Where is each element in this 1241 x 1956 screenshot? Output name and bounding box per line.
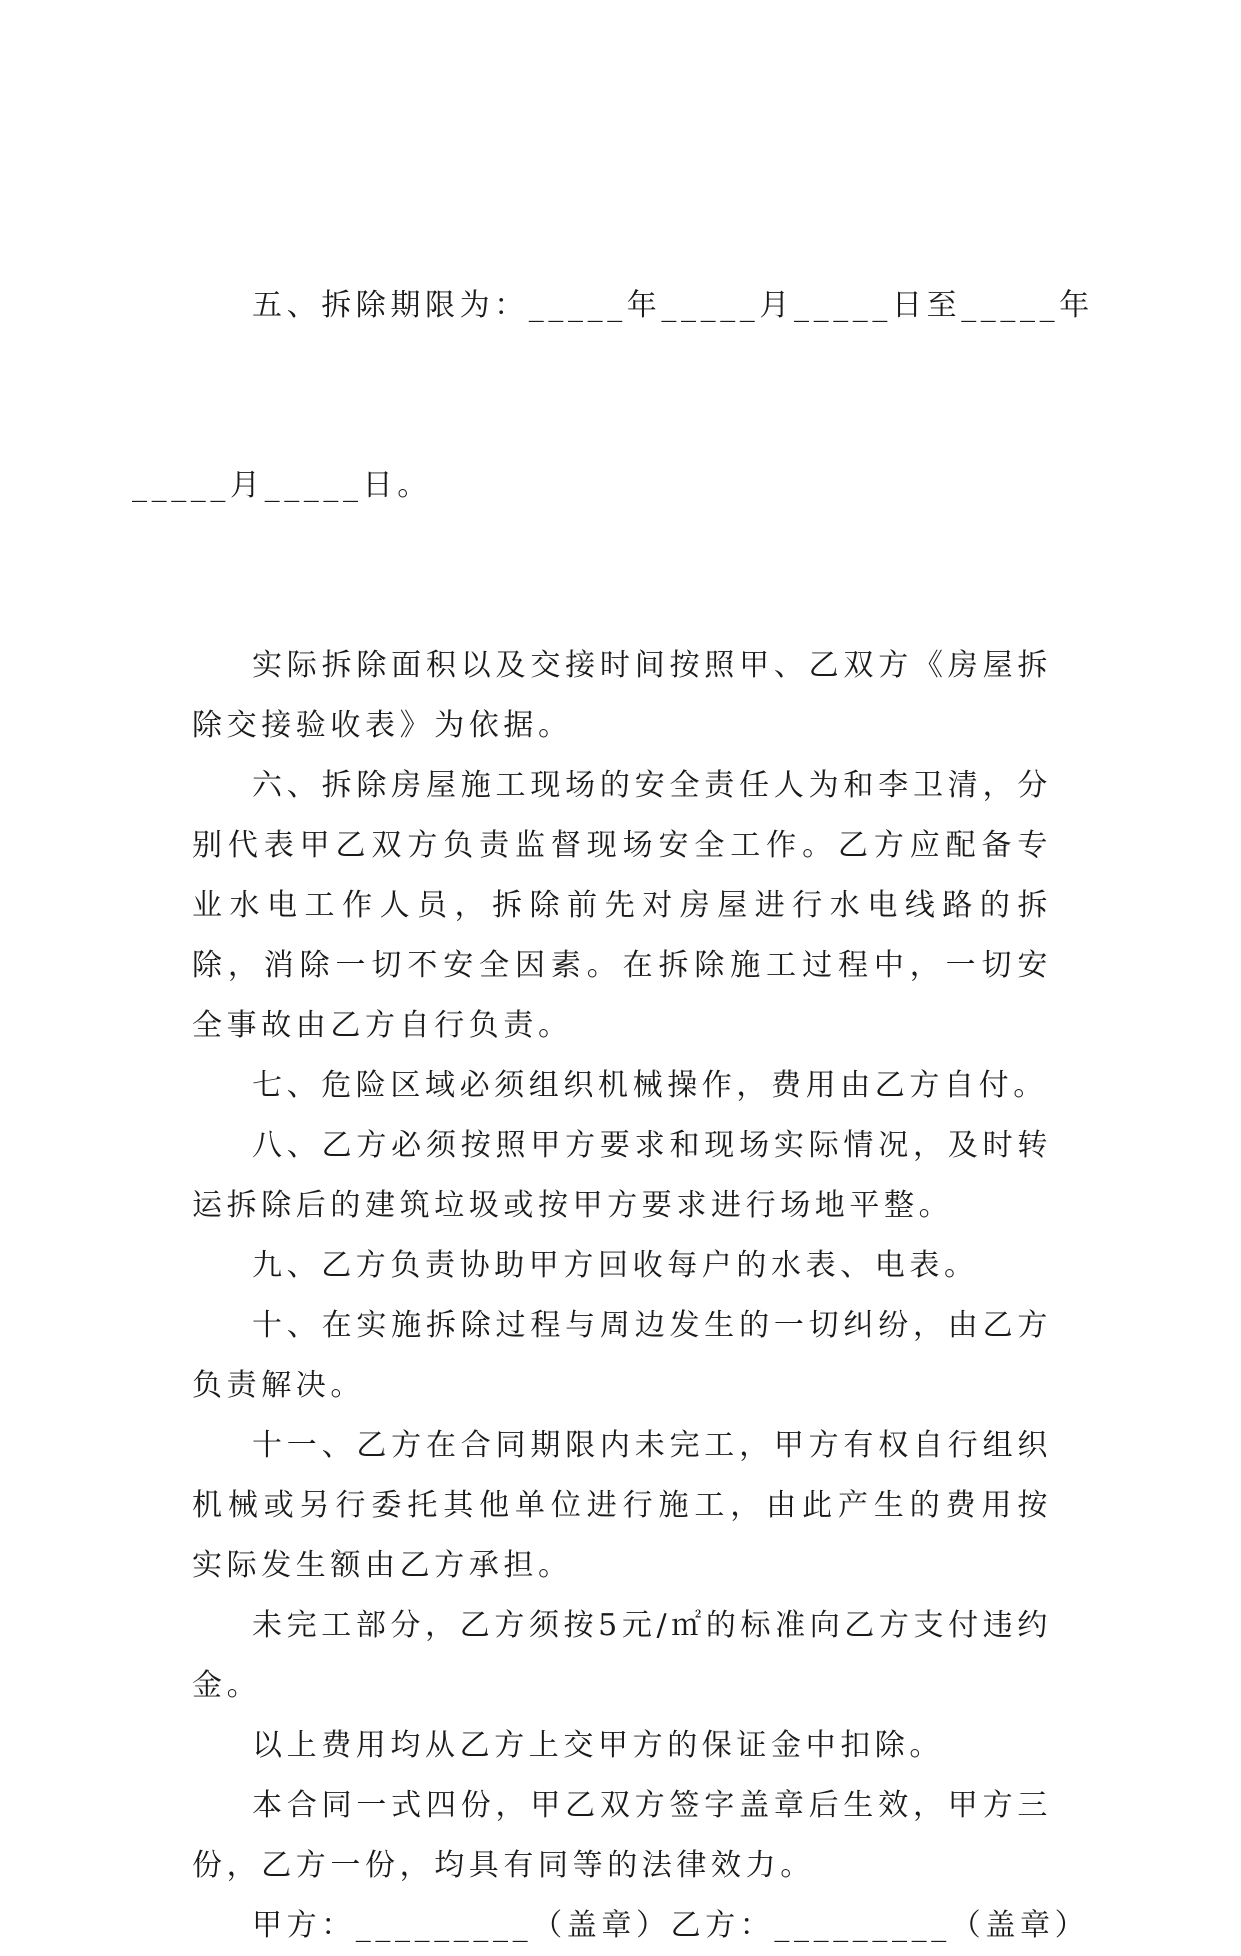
clause-5-area-basis: 实际拆除面积以及交接时间按照甲、乙双方《房屋拆除交接验收表》为依据。 bbox=[192, 648, 1052, 743]
clause-7-machinery: 七、危险区域必须组织机械操作，费用由乙方自付。 bbox=[252, 1068, 1048, 1103]
clause-5-line-2: _____月_____日。 bbox=[132, 468, 432, 503]
clause-11-penalty: 未完工部分，乙方须按5元/㎡的标准向乙方支付违约金。 bbox=[192, 1608, 1052, 1703]
clause-5-line-1: 五、拆除期限为：_____年_____月_____日至_____年 bbox=[252, 288, 1094, 323]
clause-11-delay: 十一、乙方在合同期限内未完工，甲方有权自行组织机械或另行委托其他单位进行施工，由此产生的费用按实际发生额由乙方承担。 bbox=[192, 1428, 1052, 1583]
document-body bbox=[132, 156, 1094, 1956]
clause-9-meters: 九、乙方负责协助甲方回收每户的水表、电表。 bbox=[252, 1248, 979, 1283]
clause-12-deduction: 以上费用均从乙方上交甲方的保证金中扣除。 bbox=[252, 1728, 944, 1763]
clause-10-disputes: 十、在实施拆除过程与周边发生的一切纠纷，由乙方负责解决。 bbox=[192, 1308, 1052, 1403]
clause-8-waste: 八、乙方必须按照甲方要求和现场实际情况，及时转运拆除后的建筑垃圾或按甲方要求进行场地平整。 bbox=[192, 1128, 1052, 1223]
clause-5-demolition-period bbox=[132, 156, 1094, 636]
clause-13-copies: 本合同一式四份，甲乙双方签字盖章后生效，甲方三份，乙方一份，均具有同等的法律效力。 bbox=[192, 1788, 1052, 1883]
clause-6-safety: 六、拆除房屋施工现场的安全责任人为和李卫清，分别代表甲乙双方负责监督现场安全工作。乙方应配备专业水电工作人员，拆除前先对房屋进行水电线路的拆除，消除一切不安全因素。在拆除施工过程中，一切安全事故由乙方自行负责。 bbox=[192, 768, 1052, 1043]
signature-line: 甲方：_________（盖章）乙方：_________（盖章） bbox=[252, 1908, 1090, 1943]
